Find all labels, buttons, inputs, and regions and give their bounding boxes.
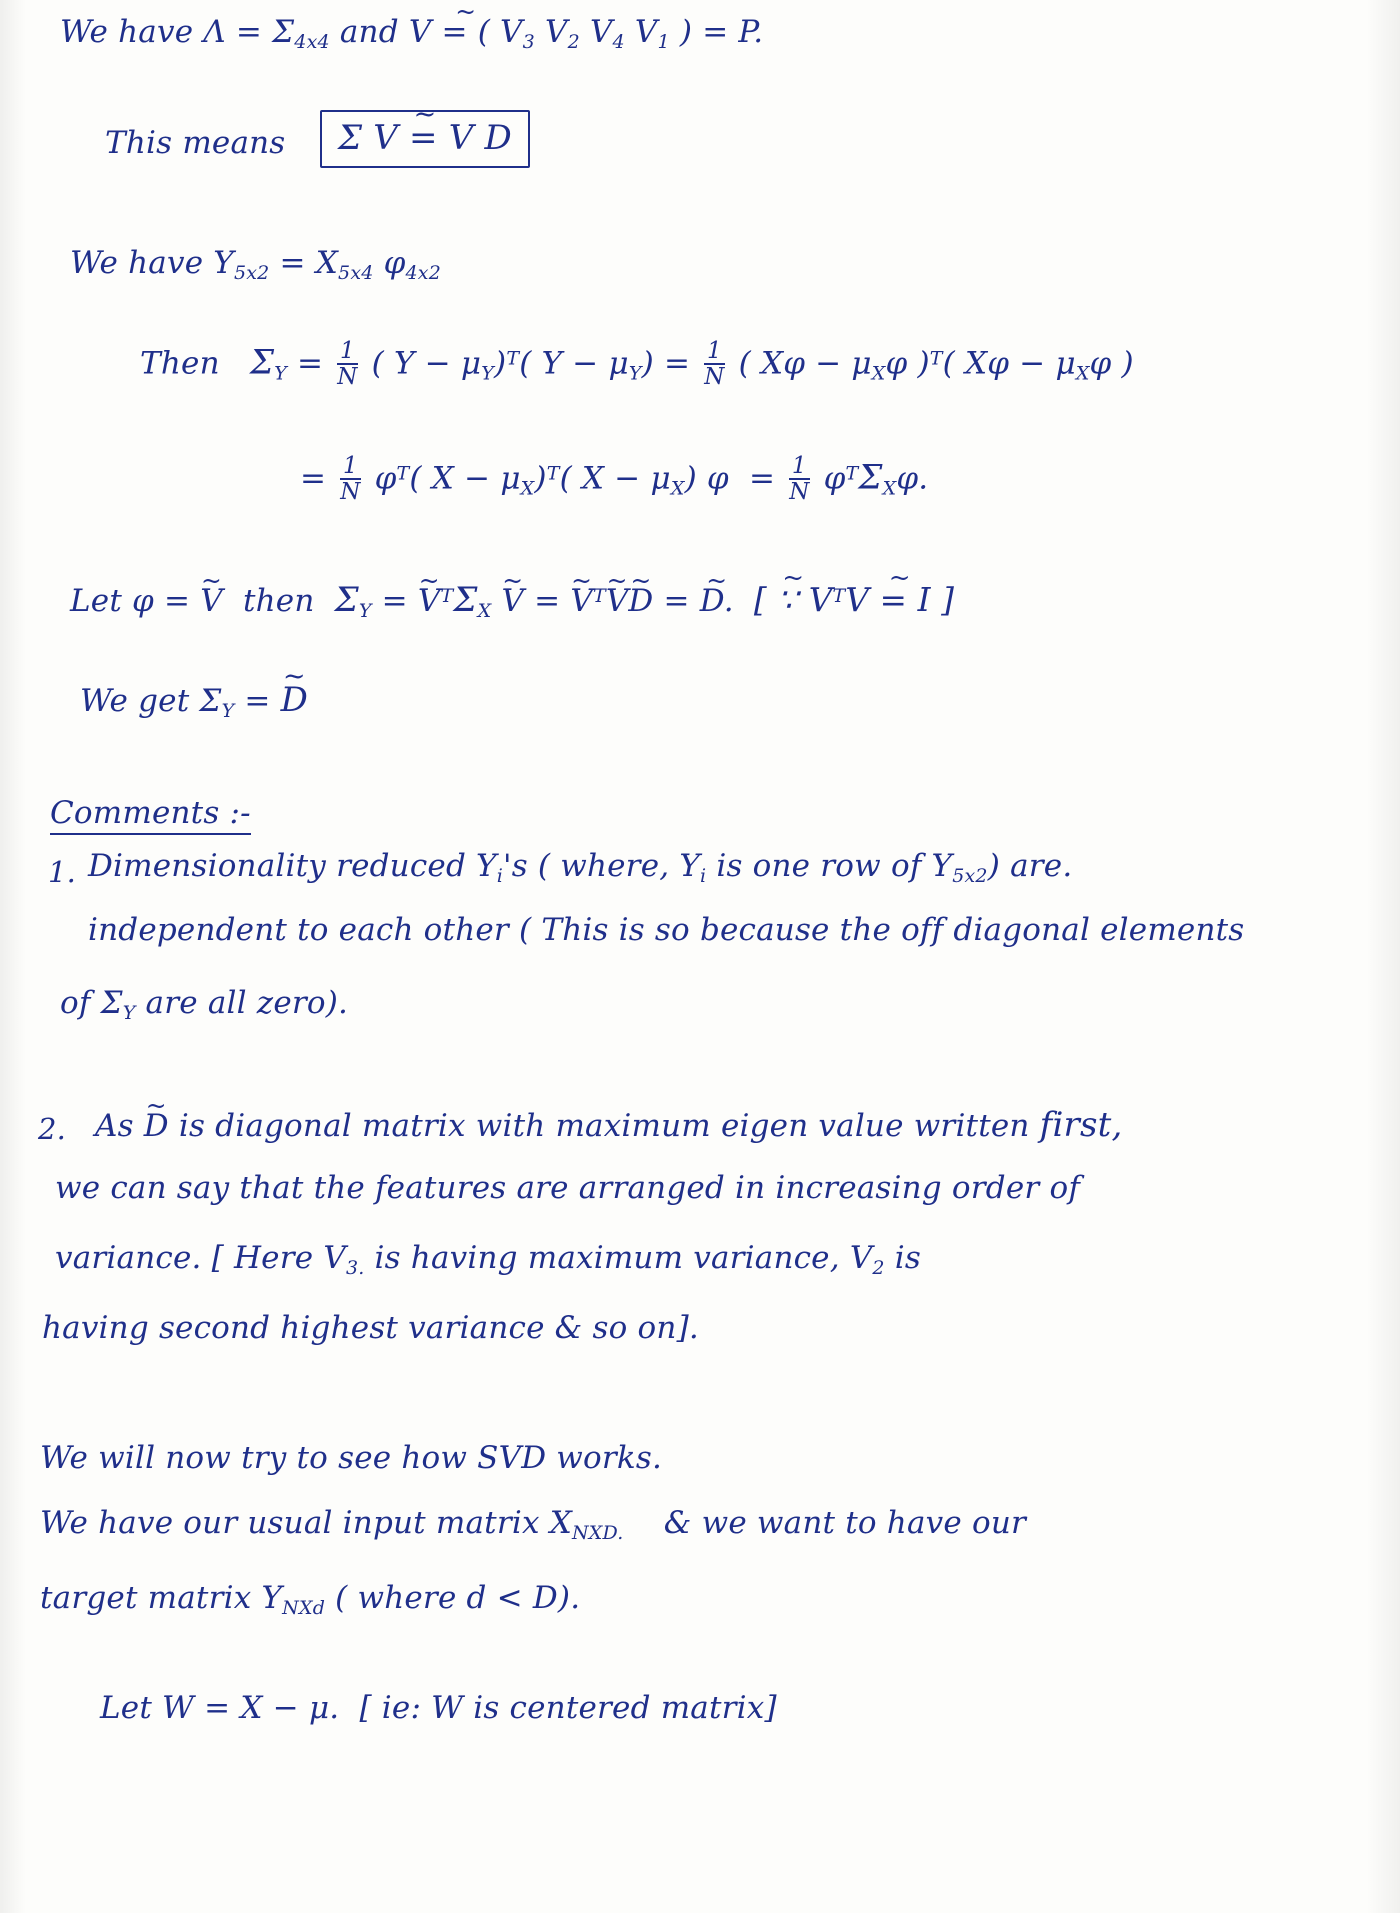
this-means-label: This means [105,125,286,161]
comment-2-number: 2. [38,1112,67,1146]
d-tilde-2: ~ D. [700,583,734,619]
line-covariance-derivation-2: = $\frac{1}{N}$ $\varphi^T$( $X - \mu_X)^T$( $X - \mu_X$) $\varphi = \frac{1}{N}$ $\varphi^T\Sigma_X\varphi$. [300,453,929,506]
comment-2-line-1: As ~ D is diagonal matrix with maximum eigen value written first, [95,1105,1123,1145]
line-lambda-sigma: We have $\Lambda = \Sigma_{4x4}$ and ~ V = ( $V_3$ $V_2$ $V_4$ $V_1$ ) = P. [60,14,763,53]
svd-centered-matrix-line: Let W = X − μ. [ ie: W is centered matrix] [100,1690,777,1726]
v-tilde-5: ~ V [570,583,593,619]
one-over-n-3: $\frac{1}{N}$ [340,453,361,506]
d-tilde-1: ~ D [628,583,653,619]
v-tilde-4: ~ V [501,583,524,619]
comment-2-line-4: having second highest variance & so on]. [42,1310,699,1346]
and-word: and [339,14,399,50]
comments-heading: Comments :- [50,795,251,831]
orthonormality-note: ~ [ ∵ $V^T\sim$ V = I ] [754,581,954,619]
line-let-phi-equals-v: Let φ = ~ V then $\Sigma_Y$ = ~ $V^T\Sigma_X$ ~ V = ~ $V^T\sim$ V~ D = ~ D. ~ [ ∵ $V^T\sim$ V = I ] [70,580,954,622]
svd-intro-line: We will now try to see how SVD works. [40,1440,663,1476]
one-over-n-4: $\frac{1}{N}$ [789,453,810,506]
comment-1-line-1: Dimensionality reduced $Y_i's$ ( where, $Y_i$ is one row of $Y_{5x2}$) are. [88,848,1073,887]
sigma-v-tilde: ~ Σ V = V D [338,118,512,158]
comment-1-number: 1. [48,855,77,889]
sigma-subscript: 4x4 [294,31,330,53]
one-over-n-2: $\frac{1}{N}$ [704,338,725,391]
boxed-equation [320,110,530,168]
line-this-means [105,125,285,161]
line-we-get-sigma-y: We get $\Sigma_Y$ = ~ D [80,680,308,722]
d-tilde-4: ~ D [144,1108,169,1144]
line-covariance-derivation-1: Then $\Sigma_Y = \frac{1}{N}$ ( $Y - \mu_Y)^T$( $Y - \mu_Y) = \frac{1}{N}$ ( $X\varphi - \mu_X\varphi$ )$^T$( $X\varphi - \mu_X\varphi$ ) [140,338,1134,391]
one-over-n-1: $\frac{1}{N}$ [337,338,358,391]
comment-1-line-2: independent to each other ( This is so because the off diagonal elements [88,912,1245,948]
v-tilde-1: ~ V = ( V [409,14,523,50]
comment-2-line-3: variance. [ Here $V_{3.}$ is having maximum variance, $V_2$ is [55,1240,922,1279]
comment-2-line-2: we can say that the features are arranged in increasing order of [55,1170,1080,1206]
boxed-equation-wrapper [320,110,530,168]
v-tilde-6: ~ V [606,583,629,619]
lambda-sigma-text: We have Λ = Σ [60,14,295,50]
line-y-equals-x-phi: We have $Y_{5x2} = X_{5x4}$ $\varphi_{4x2}$ [70,245,441,284]
v-tilde-3: ~ V [418,583,441,619]
page-left-shadow [0,0,26,1913]
comment-1-line-3: of $\Sigma_Y$ are all zero). [60,985,349,1024]
svd-input-matrix-line: We have our usual input matrix $X_{NXD.}$ & we want to have our [40,1505,1027,1544]
d-tilde-3: ~ D [281,680,308,720]
v-tilde-2: ~ V [200,583,223,619]
page-right-shadow [1366,0,1400,1913]
svd-target-matrix-line: target matrix $Y_{NXd}$ ( where d < D). [40,1580,581,1619]
